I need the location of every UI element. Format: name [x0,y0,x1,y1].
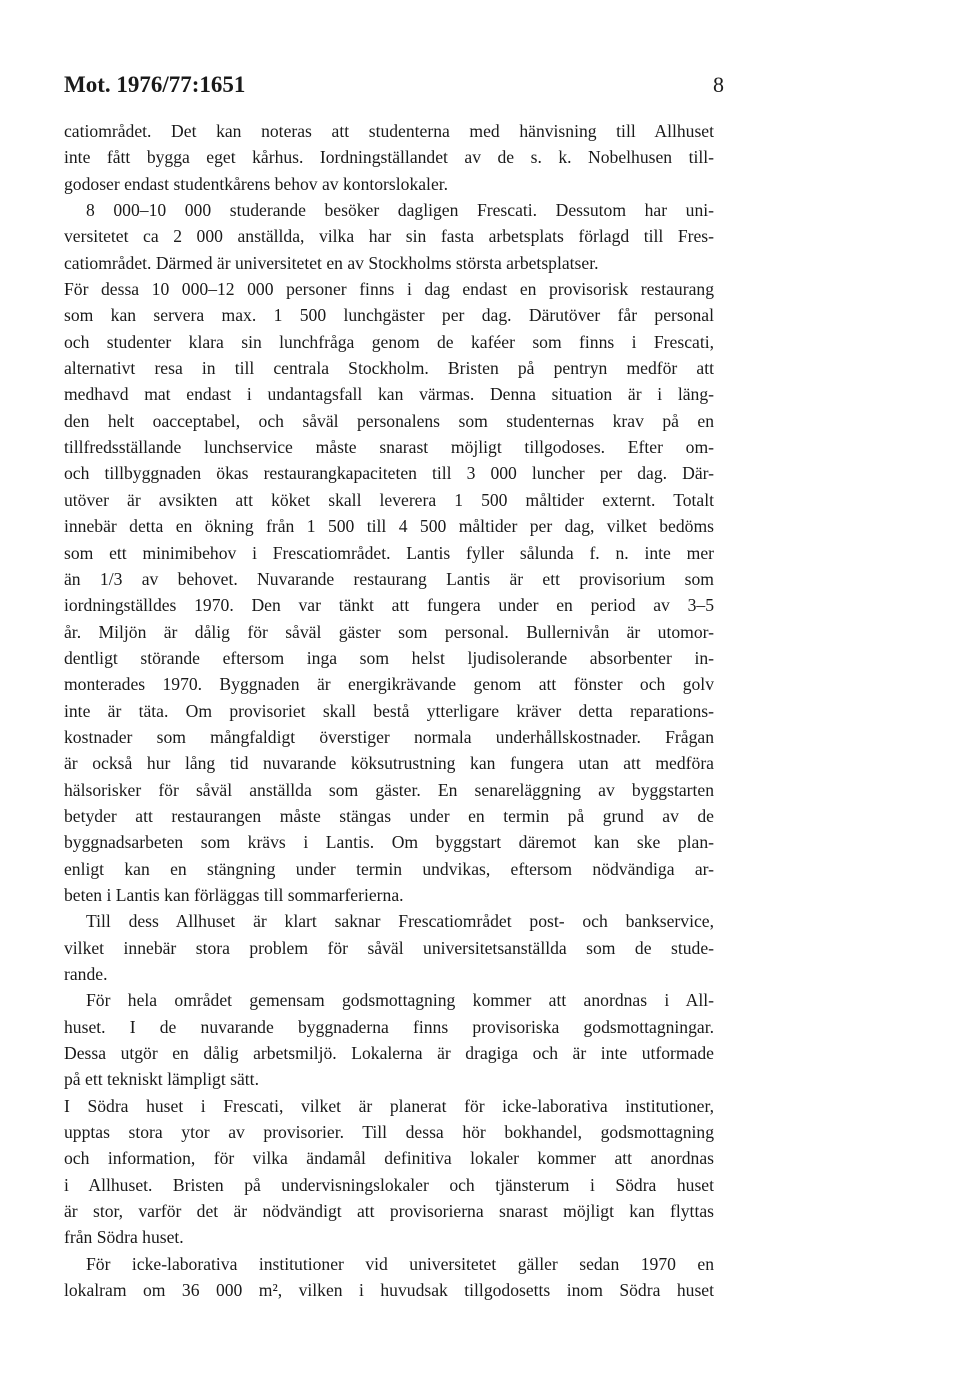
text-line: den helt oacceptabel, och såväl personalens som studenternas krav på en [64,410,714,431]
text-line: från Södra huset. [64,1227,184,1248]
text-line: iordningställdes 1970. Den var tänkt att fungera under en period av 3–5 [64,595,714,616]
page-number: 8 [713,72,724,97]
text-line: är stor, varför det är nödvändigt att provisorierna snarast möjligt kan flyttas [64,1201,714,1222]
text-line: hälsorisker för såväl anställda som gäster. En senareläggning av byggstarten [64,779,714,800]
body-text [64,118,714,1303]
text-line: I Södra huset i Frescati, vilket är planerat för icke-laborativa institutioner, [64,1095,714,1116]
text-line: tillfredsställande lunchservice måste snarast möjligt tillgodoses. Efter om- [64,437,714,458]
text-line: på ett tekniskt lämpligt sätt. [64,1069,259,1090]
text-line: och information, för vilka ändamål definitiva lokaler kommer att anordnas [64,1148,714,1169]
text-line: och studenter klara sin lunchfråga genom de kaféer som finns i Frescati, [64,331,714,352]
text-line: inte fått bygga eget kårhus. Iordningställandet av de s. k. Nobelhusen till- [64,147,714,168]
text-line: För icke-laborativa institutioner vid universitetet gäller sedan 1970 en [86,1253,714,1274]
text-line: Dessa utgör en dålig arbetsmiljö. Lokalerna är dragiga och är inte utformade [64,1043,714,1064]
text-line: För dessa 10 000–12 000 personer finns i dag endast en provisorisk restaurang [64,279,714,300]
text-line: som ett minimibehov i Frescatiområdet. Lantis fyller sålunda f. n. inte mer [64,542,714,563]
text-line: huset. I de nuvarande byggnaderna finns provisoriska godsmottagningar. [64,1016,714,1037]
text-line: utöver är avsikten att köket skall leverera 1 500 måltider externt. Totalt [64,489,714,510]
text-line: alternativt resa in till centrala Stockholm. Bristen på pentryn medför att [64,358,714,379]
text-line: godoser endast studentkårens behov av kontorslokaler. [64,173,449,194]
text-line: byggnadsarbeten som krävs i Lantis. Om byggstart däremot kan ske plan- [64,832,714,853]
text-line: monterades 1970. Byggnaden är energikrävande genom att fönster och golv [64,674,714,695]
text-line: är också hur lång tid nuvarande köksutrustning kan fungera utan att medföra [64,753,714,774]
text-line: år. Miljön är dålig för såväl gäster som personal. Bullernivån är utomor- [64,621,714,642]
text-line: 8 000–10 000 studerande besöker dagligen Frescati. Dessutom har uni- [86,200,714,221]
text-line: För hela området gemensam godsmottagning kommer att anordnas i All- [86,990,714,1011]
text-line: vilket innebär stora problem för såväl universitetsanställda som de stude- [64,937,714,958]
text-line: catiområdet. Det kan noteras att studenterna med hänvisning till Allhuset [64,121,714,141]
text-line: rande. [64,964,108,984]
page-header [64,70,724,104]
text-line: innebär detta en ökning från 1 500 till 4 500 måltider per dag, vilket bedöms [64,516,714,537]
text-line: upptas stora ytor av provisorier. Till dessa hör bokhandel, godsmottagning [64,1122,714,1143]
text-line: i Allhuset. Bristen på undervisningslokaler och tjänsterum i Södra huset [64,1174,714,1195]
text-line: enligt kan en stängning under termin undvikas, eftersom nödvändiga ar- [64,858,714,879]
text-line: betyder att restaurangen måste stängas under en termin på grund av de [64,805,714,826]
text-line: dentligt störande eftersom inga som helst ljudisolerande absorbenter in- [64,647,714,668]
document-reference: Mot. 1976/77:1651 [64,72,246,97]
text-line: än 1/3 av behovet. Nuvarande restaurang Lantis är ett provisorium som [64,568,714,589]
text-line: beten i Lantis kan förläggas till sommarferierna. [64,884,404,905]
text-line: inte är täta. Om provisoriet skall bestå ytterligare kräver detta reparations- [64,700,714,721]
text-line: catiområdet. Därmed är universitetet en av Stockholms största arbetsplatser. [64,252,599,273]
text-line: kostnader som mångfaldigt överstiger normala underhållskostnader. Frågan [64,726,714,747]
text-line: Till dess Allhuset är klart saknar Frescatiområdet post- och bankservice, [86,911,714,932]
text-line: medhavd mat endast i undantagsfall kan värmas. Denna situation är i läng- [64,384,714,405]
text-line: lokalram om 36 000 m², vilken i huvudsak tillgodosetts inom Södra huset [64,1280,714,1301]
text-line: som kan servera max. 1 500 lunchgäster per dag. Därutöver får personal [64,305,714,326]
text-line: och tillbyggnaden ökas restaurangkapaciteten till 3 000 luncher per dag. Där- [64,463,714,484]
text-line: versitetet ca 2 000 anställda, vilka har sin fasta arbetsplats förlagd till Fres- [64,226,714,247]
